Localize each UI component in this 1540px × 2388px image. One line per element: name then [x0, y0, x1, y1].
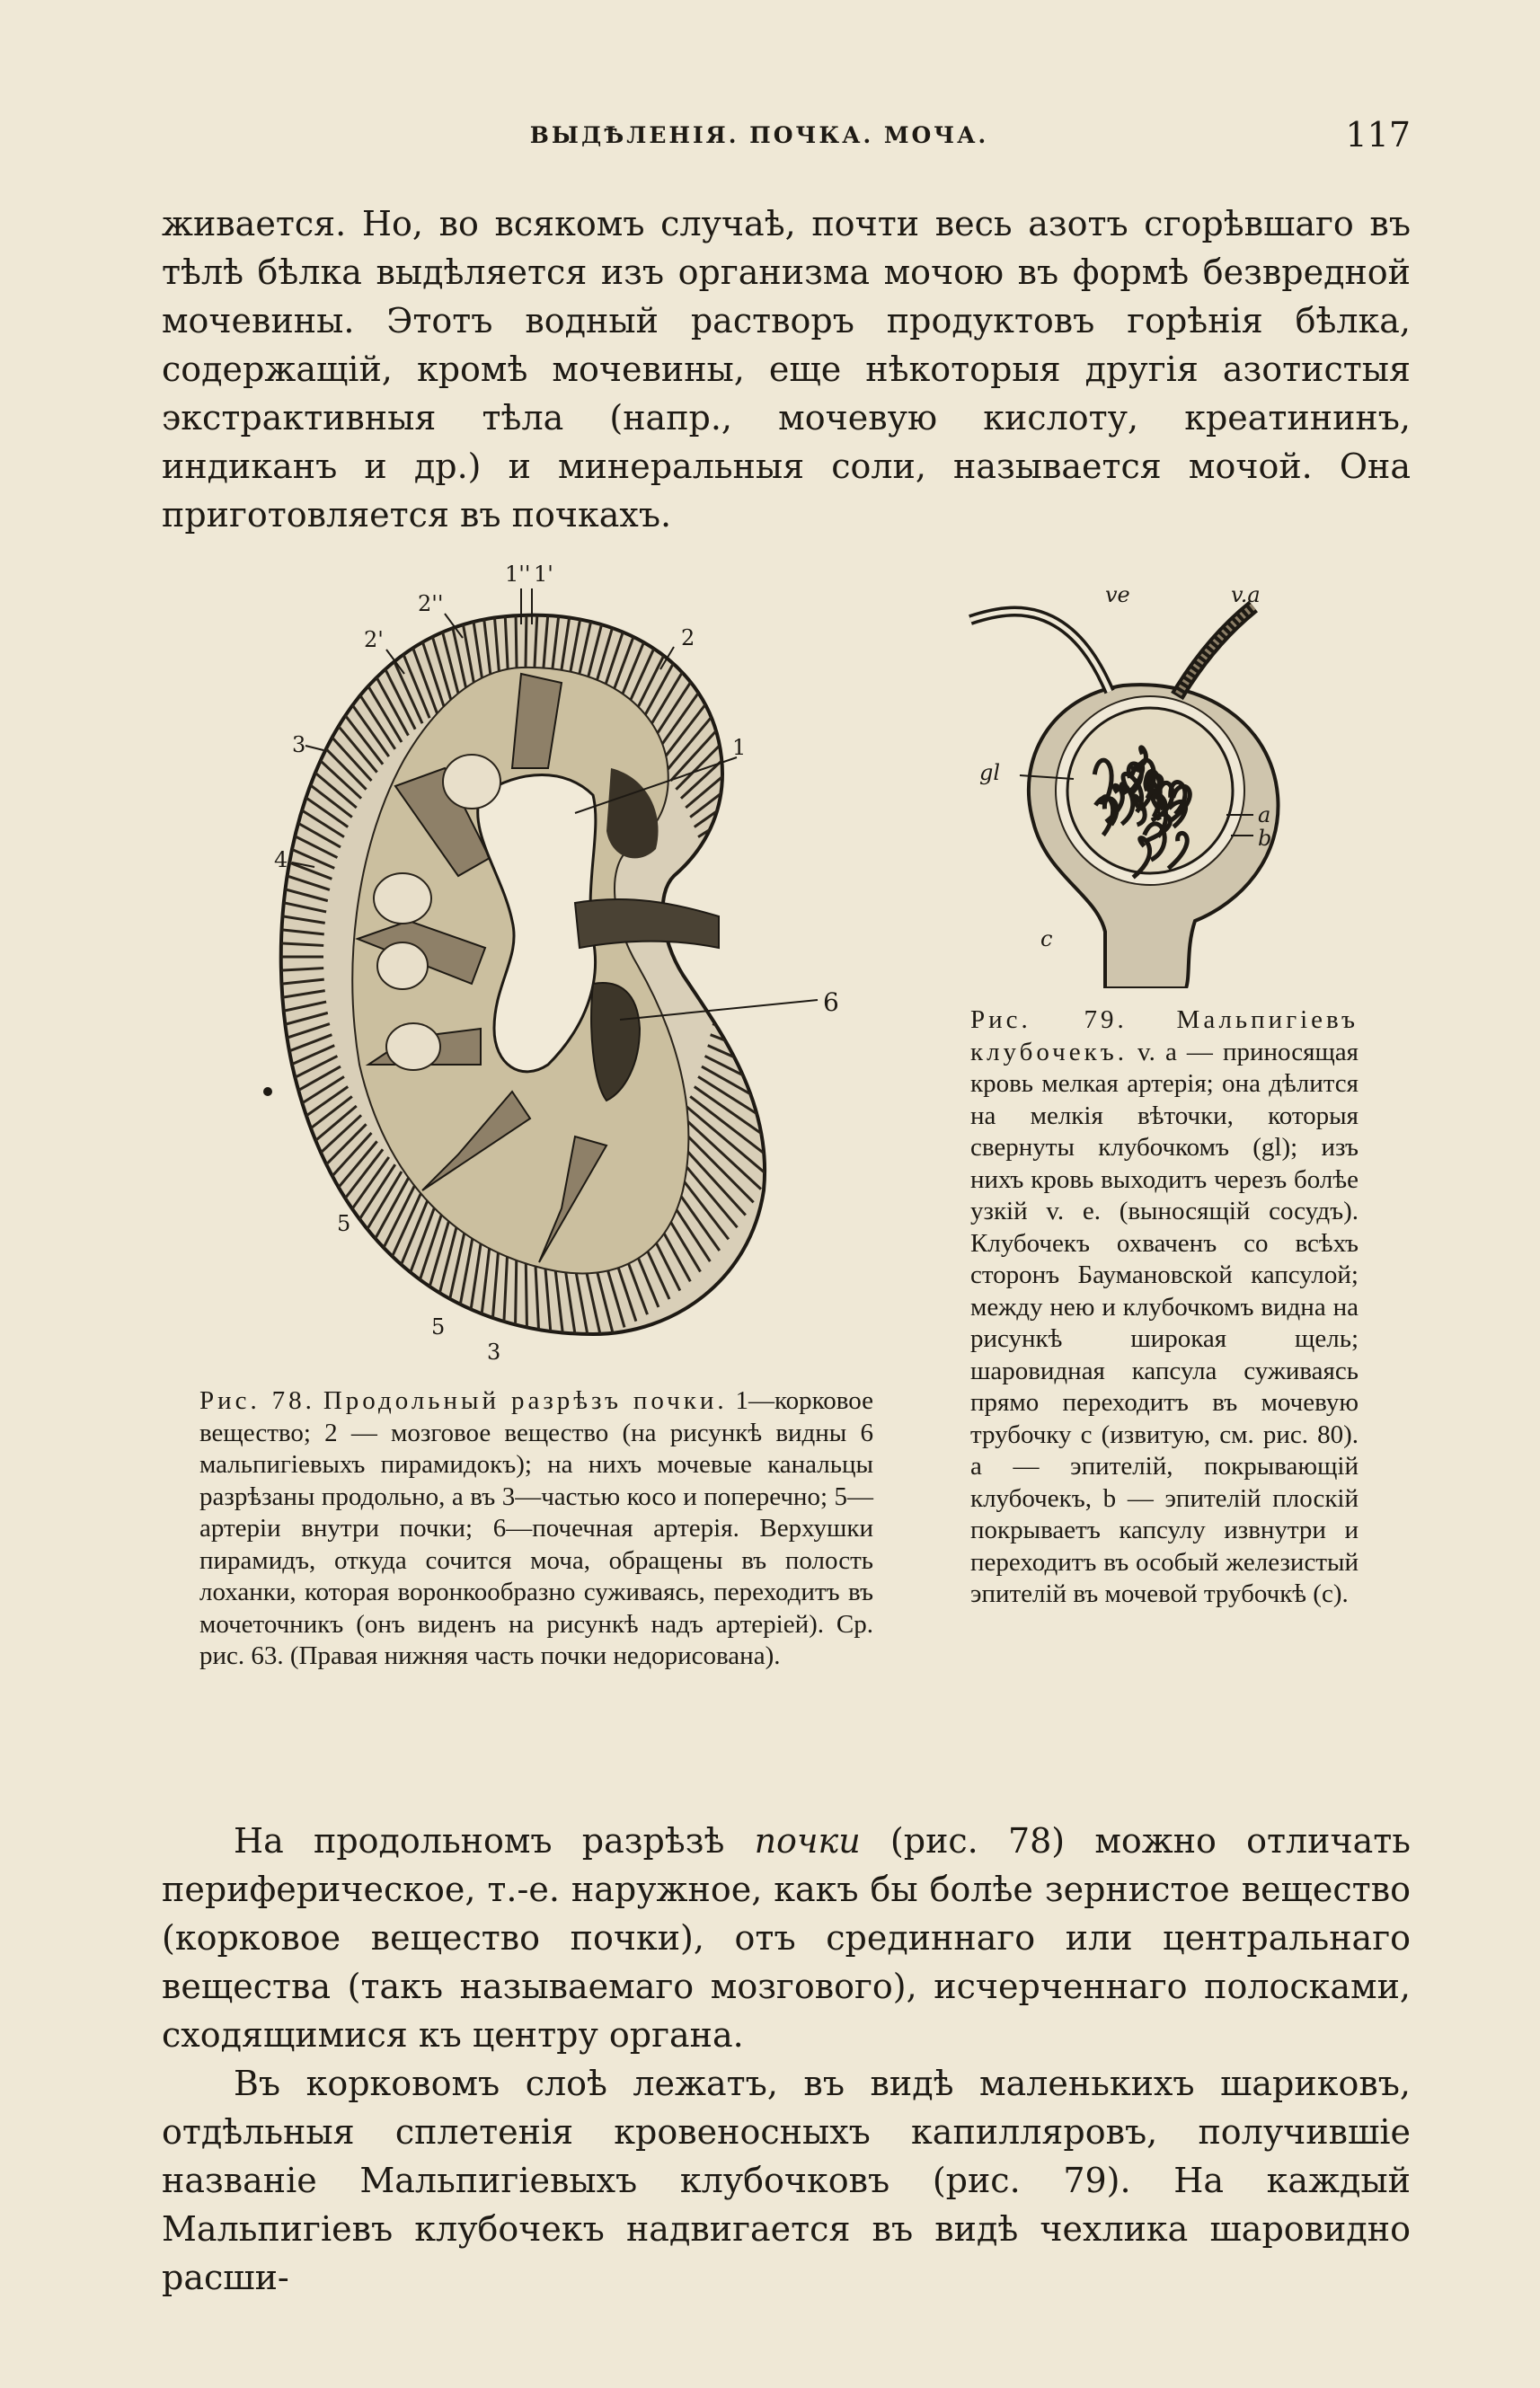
paragraph-1: живается. Но, во всякомъ случаѣ, почти весь азотъ сгорѣвшаго въ тѣлѣ бѣлка выдѣляется изъ организма мочою въ формѣ безвредной мочевины. Этотъ водный растворъ продуктовъ горѣнія бѣлка, содержащій, кромѣ мочевины, еще нѣкоторыя другія азотистыя экстрактивныя тѣла (напр., мочевую кислоту, креатининъ, индиканъ и др.) и минеральныя соли, называется мочой. Она приготовляется въ почкахъ.: [162, 204, 1411, 535]
fig78-label-2pp: 2'': [418, 591, 444, 616]
page-number: 117: [1345, 115, 1411, 155]
fig78-label-5b: 5: [431, 1314, 446, 1340]
fig78-label-2p: 2': [364, 627, 384, 652]
fig79-caption-text: v. a — приносящая кровь мелкая артерія; она дѣлится на мелкія вѣточки, которыя свернуты клубочкомъ (gl); изъ нихъ кровь выходитъ черезъ болѣе узкій v. e. (выносящій сосудъ). Клубочекъ охваченъ со всѣхъ сторонъ Баумановской капсулой; между нею и клубочкомъ видна на рисункѣ широкая щель; шаровидная капсула суживаясь прямо переходитъ въ мочевую трубочку c (извитую, см. рис. 80). a — эпителій, покрывающій клубочекъ, b — эпителій плоскій покрываетъ капсулу извнутри и переходитъ въ особый железистый эпителій въ мочевой трубочкѣ (c).: [970, 1037, 1359, 1608]
fig78-label-1: 1: [732, 735, 747, 760]
figure-78-caption: [199, 1385, 873, 1673]
paragraph-3: Въ корковомъ слоѣ лежатъ, въ видѣ маленькихъ шариковъ, отдѣльныя сплетенія кровеносныхъ капилляровъ, получившіе названіе Мальпигіевыхъ клубочковъ (рис. 79). На каждый Мальпигіевъ клубочекъ надвигается въ видѣ чехлика шаровидно расши-: [162, 2064, 1411, 2297]
fig78-caption-title: Продольный разрѣзъ почки.: [323, 1386, 728, 1415]
fig78-label-6: 6: [823, 987, 839, 1017]
paragraph-2-emphasis: почки: [754, 1821, 861, 1861]
fig78-label-5a: 5: [337, 1211, 351, 1236]
fig79-label-c: c: [1040, 926, 1053, 951]
fig78-caption-text: 1—корковое вещество; 2 — мозговое вещество (на рисункѣ видны 6 мальпигіевыхъ пирамидокъ); на нихъ мочевые канальцы разрѣзаны продольно, а въ 3—частью косо и поперечно; 5—артеріи внутри почки; 6—почечная артерія. Верхушки пирамидъ, откуда сочится моча, обращены въ полость лоханки, которая воронкообразно суживаясь, переходитъ въ мочеточникъ (онъ виденъ на рисункѣ надъ артеріей). Ср. рис. 63. (Правая нижняя часть почки недорисована).: [199, 1386, 874, 1670]
fig78-label-3a: 3: [292, 732, 306, 757]
kidney-section-figure: [252, 562, 845, 1361]
fig79-caption-label: Рис. 79.: [970, 1005, 1128, 1034]
fig78-label-2: 2: [681, 625, 695, 650]
fig79-label-ve: ve: [1105, 582, 1130, 607]
fig78-label-4: 4: [274, 847, 288, 872]
fig78-label-1pp: 1'': [505, 562, 531, 587]
figure-79-caption: [970, 1004, 1359, 1611]
fig78-label-3b: 3: [487, 1340, 501, 1361]
fig79-label-va: v.a: [1231, 582, 1261, 607]
fig79-label-gl: gl: [979, 760, 1001, 785]
glomerulus-figure: [961, 579, 1330, 988]
running-head: [162, 115, 1411, 156]
fig79-label-a: a: [1258, 802, 1271, 827]
fig78-caption-label: Рис. 78.: [199, 1386, 315, 1415]
paragraph-2-start: На продольномъ разрѣзѣ: [234, 1821, 755, 1861]
fig78-label-1p: 1': [534, 562, 553, 587]
fig79-caption-title: Мальпигіевъ клубочекъ.: [970, 1005, 1359, 1066]
running-title: ВЫДѢЛЕНІЯ. ПОЧКА. МОЧА.: [529, 122, 989, 148]
paragraph-2: [162, 1817, 1411, 2059]
fig79-label-b: b: [1258, 826, 1272, 851]
paragraph-2-rest: (рис. 78) можно отличать периферическое, т.-е. наружное, какъ бы болѣе зернистое вещество (корковое вещество почки), отъ срединнаго или центральнаго вещества (такъ называемаго мозгового), исчерченнаго полосками, сходящимися къ центру органа.: [162, 1821, 1411, 2055]
